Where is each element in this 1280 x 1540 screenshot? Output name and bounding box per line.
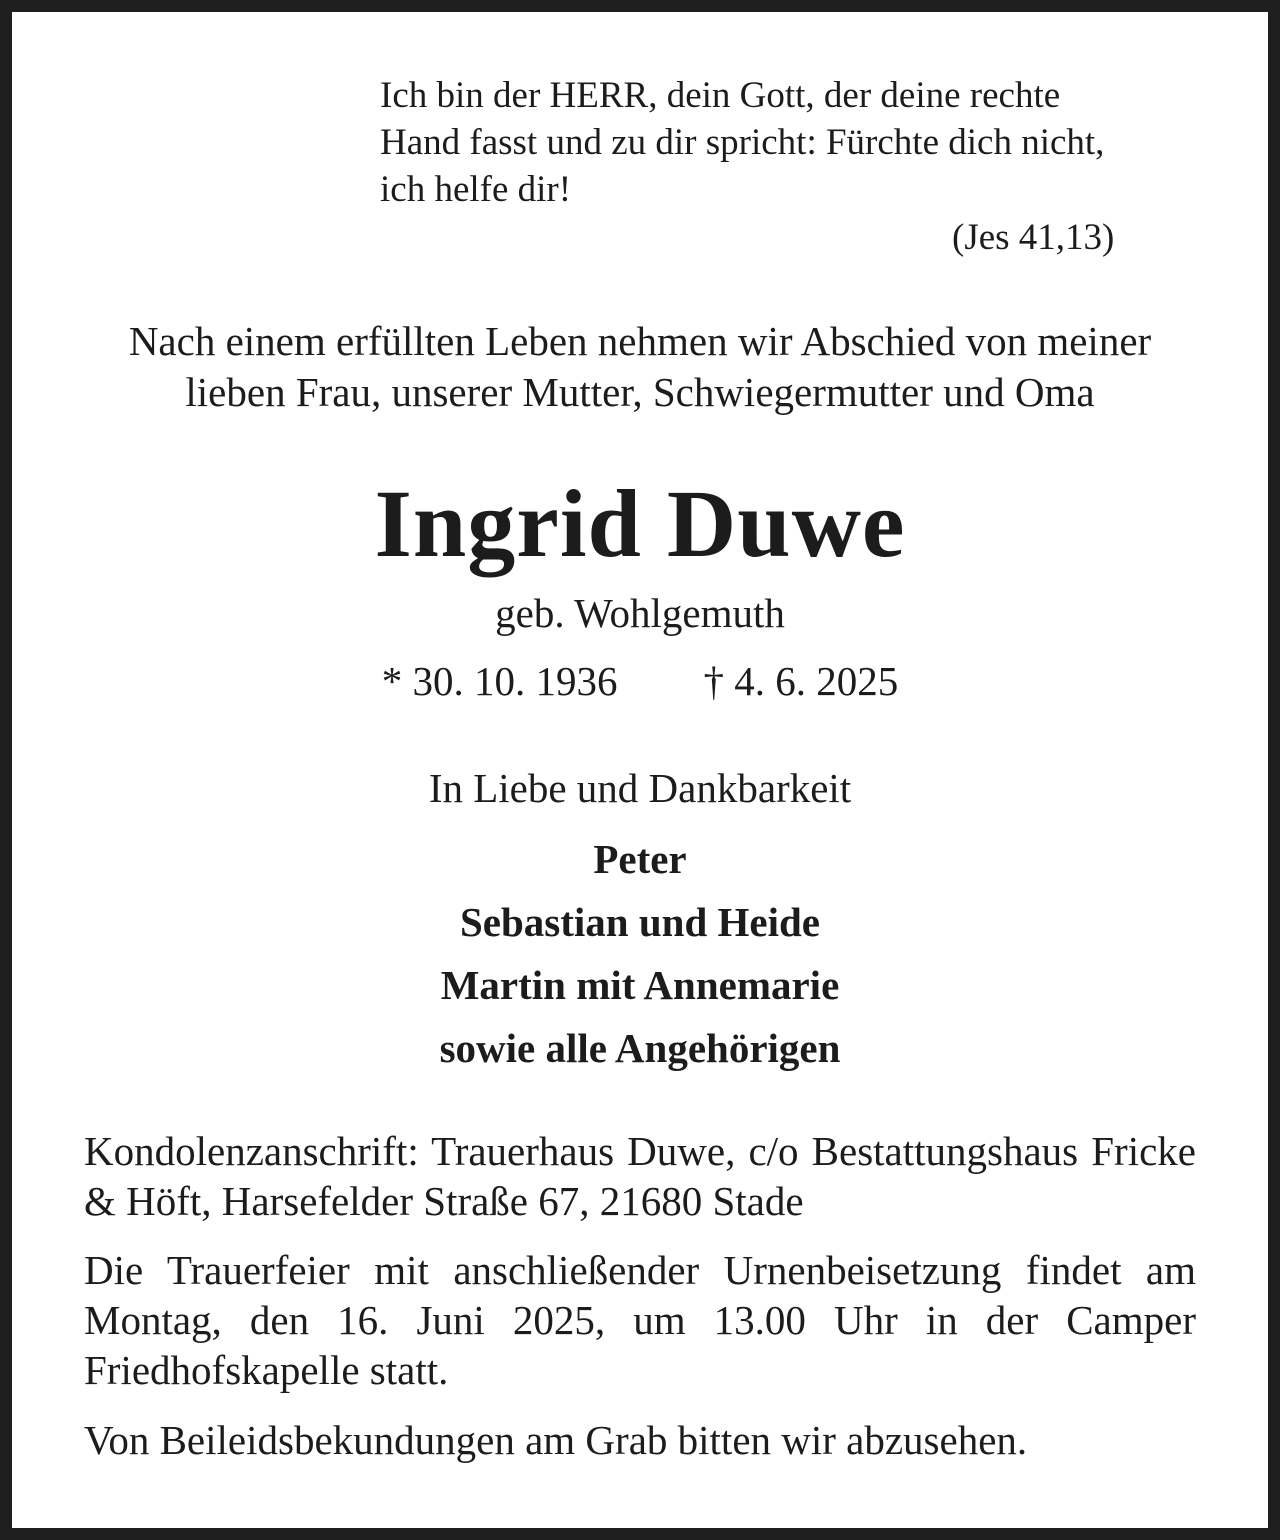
thanks-line: In Liebe und Dankbarkeit xyxy=(428,765,852,811)
mourner-name: Sebastian und Heide xyxy=(460,899,820,945)
mourner-name: sowie alle Angehörigen xyxy=(439,1025,841,1071)
mourners-list xyxy=(0,828,1280,1080)
death-date: † 4. 6. 2025 xyxy=(703,658,899,704)
deceased-name: Ingrid Duwe xyxy=(374,470,906,577)
life-dates xyxy=(0,655,1280,707)
verse-line: ich helfe dir! xyxy=(380,169,572,210)
condolence-address: Kondolenzanschrift: Trauerhaus Duwe, c/o Bestattungshaus Fricke & Höft, Harsefelder Straße 67, 21680 Stade xyxy=(84,1128,1196,1224)
verse-line: Ich bin der HERR, dein Gott, der deine rechte xyxy=(380,75,1061,116)
mourner-name: Peter xyxy=(593,836,687,882)
birth-date: * 30. 10. 1936 xyxy=(381,658,618,704)
service-info: Die Trauerfeier mit anschließender Urnenbeisetzung findet am Montag, den 16. Juni 2025, um 13.00 Uhr in der Camper Friedhofskapelle statt. xyxy=(84,1247,1196,1393)
verse-reference: (Jes 41,13) xyxy=(952,217,1115,258)
condolence-request: Von Beileidsbekundungen am Grab bitten wir abzusehen. xyxy=(84,1417,1028,1463)
intro-line: Nach einem erfüllten Leben nehmen wir Abschied von meiner xyxy=(128,318,1152,364)
intro-text xyxy=(84,316,1196,418)
bible-verse xyxy=(380,72,1210,213)
maiden-name: geb. Wohlgemuth xyxy=(495,590,785,636)
verse-line: Hand fasst und zu dir spricht: Fürchte dich nicht, xyxy=(380,122,1105,163)
mourner-name: Martin mit Annemarie xyxy=(440,962,840,1008)
intro-line: lieben Frau, unserer Mutter, Schwiegermutter und Oma xyxy=(185,369,1095,415)
